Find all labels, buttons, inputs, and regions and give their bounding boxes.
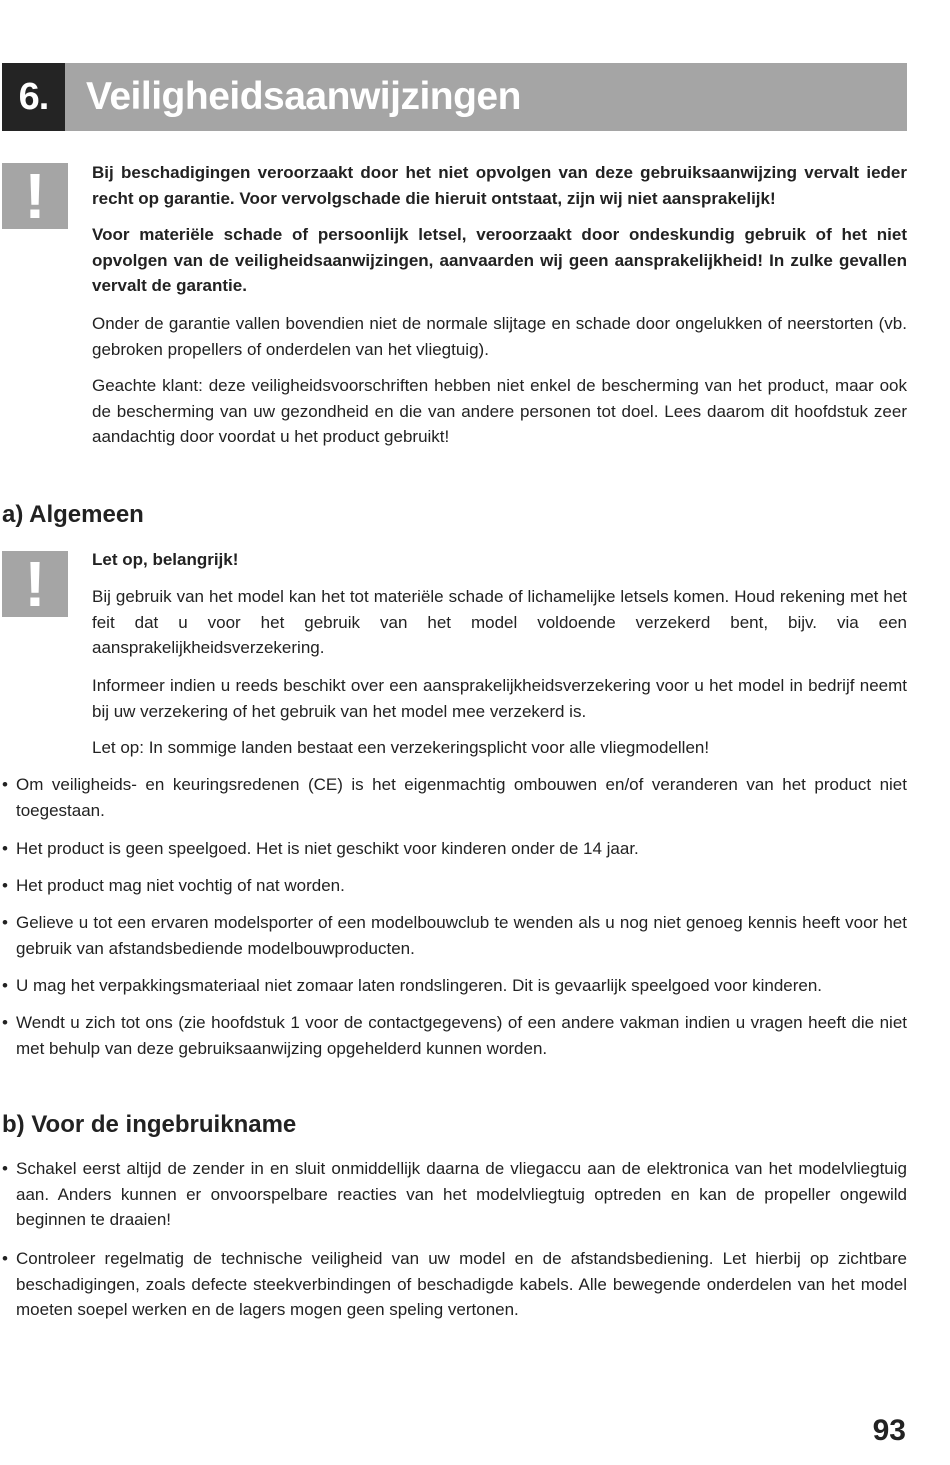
warning-icon: !: [2, 551, 68, 617]
list-item-text: Schakel eerst altijd de zender in en sluit onmiddellijk daarna de vliegaccu aan de elektronica van het modelvliegtuig aan. Anders kunnen er onvoorspelbare reacties van het modelvliegtuig optreden en kan de propeller ongewild beginnen te draaien!: [16, 1159, 907, 1229]
section-a-paragraph-2: Bij gebruik van het model kan het tot materiële schade of lichamelijke letsels komen. Houd rekening met het feit dat u voor het gebruik van het model voldoende verzekerd bent, bijv. via een aansprakelijkheidsverzekering.: [92, 587, 907, 657]
intro-paragraph-1: Bij beschadigingen veroorzaakt door het niet opvolgen van deze gebruiksaanwijzing vervalt ieder recht op garantie. Voor vervolgschade die hieruit ontstaat, zijn wij niet aansprakelijk!: [92, 163, 907, 208]
chapter-title: Veiligheidsaanwijzingen: [86, 75, 521, 118]
list-item-text: Om veiligheids- en keuringsredenen (CE) is het eigenmachtig ombouwen en/of veranderen van het product niet toegestaan.: [16, 775, 907, 820]
bullet-icon: •: [2, 775, 8, 794]
bullet-icon: •: [2, 1249, 8, 1268]
list-item-text: Controleer regelmatig de technische veiligheid van uw model en de afstandsbediening. Let hierbij op zichtbare beschadigingen, zoals defecte steekverbindingen of beschadigde kabels. Alle bewegende onderdelen van het model moeten soepel werken en de lagers mogen geen speling vertonen.: [16, 1249, 907, 1319]
list-item: [2, 1246, 907, 1323]
bullet-icon: •: [2, 839, 8, 858]
warning-icon: !: [2, 163, 68, 229]
page-number: 93: [872, 1414, 906, 1447]
list-item: [2, 873, 907, 899]
list-item: [2, 836, 907, 862]
list-item-text: Gelieve u tot een ervaren modelsporter of een modelbouwclub te wenden als u nog niet genoeg kennis heeft voor het gebruik van afstandsbediende modelbouwproducten.: [16, 913, 907, 958]
bullet-icon: •: [2, 876, 8, 895]
list-item-text: Het product is geen speelgoed. Het is niet geschikt voor kinderen onder de 14 jaar.: [16, 839, 639, 858]
bullet-icon: •: [2, 976, 8, 995]
list-item: [2, 973, 907, 999]
chapter-number: 6.: [2, 63, 65, 131]
bullet-icon: •: [2, 1013, 8, 1032]
list-item: [2, 772, 907, 823]
bullet-icon: •: [2, 1159, 8, 1178]
list-item-text: U mag het verpakkingsmateriaal niet zomaar laten rondslingeren. Dit is gevaarlijk speelgoed voor kinderen.: [16, 976, 823, 995]
section-a-paragraph-1: Let op, belangrijk!: [92, 550, 239, 569]
intro-paragraph-3: Onder de garantie vallen bovendien niet de normale slijtage en schade door ongelukken of neerstorten (vb. gebroken propellers of onderdelen van het vliegtuig).: [92, 314, 907, 359]
section-a-title: a) Algemeen: [2, 501, 144, 528]
list-item: [2, 910, 907, 961]
bullet-icon: •: [2, 913, 8, 932]
list-item-text: Het product mag niet vochtig of nat worden.: [16, 876, 345, 895]
intro-paragraph-2: Voor materiële schade of persoonlijk letsel, veroorzaakt door ondeskundig gebruik of het niet opvolgen van de veiligheidsaanwijzingen, aanvaarden wij geen aansprakelijkheid! In zulke gevallen vervalt de garantie.: [92, 225, 907, 295]
section-a-paragraph-4: Let op: In sommige landen bestaat een verzekeringsplicht voor alle vliegmodellen!: [92, 738, 710, 757]
list-item-text: Wendt u zich tot ons (zie hoofdstuk 1 voor de contactgegevens) of een andere vakman indien u vragen heeft die niet met behulp van deze gebruiksaanwijzing opgehelderd kunnen worden.: [16, 1013, 907, 1058]
section-b-title: b) Voor de ingebruikname: [2, 1111, 297, 1138]
section-a-paragraph-3: Informeer indien u reeds beschikt over een aansprakelijkheidsverzekering voor u het model in bedrijf neemt bij uw verzekering of het gebruik van het model mee verzekerd is.: [92, 676, 907, 721]
intro-paragraph-4: Geachte klant: deze veiligheidsvoorschriften hebben niet enkel de bescherming van het product, maar ook de bescherming van uw gezondheid en die van andere personen tot doel. Lees daarom dit hoofdstuk zeer aandachtig door voordat u het product gebruikt!: [92, 376, 907, 446]
list-item: [2, 1010, 907, 1061]
list-item: [2, 1156, 907, 1233]
chapter-header: [2, 63, 907, 131]
